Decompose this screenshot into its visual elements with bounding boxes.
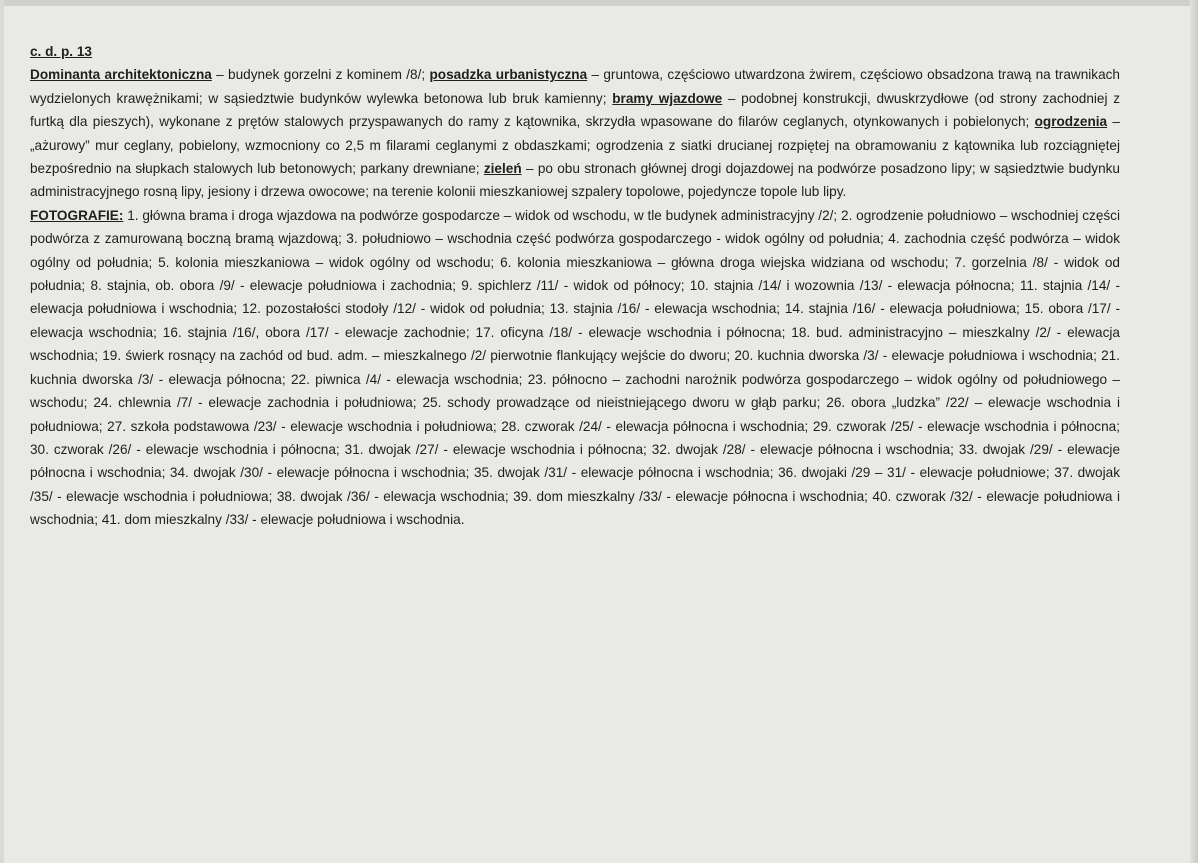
photos-heading: FOTOGRAFIE: [30,207,124,223]
page-reference [30,40,1120,63]
zielen-heading: zieleń [483,161,522,177]
bramy-text: – podobnej konstrukcji, dwuskrzydłowe (od strony zachodniej z furtką dla pieszych), wykonane z prętów stalowych przyspawanych do ramy z kątownika, skrzydła wpasowane do filarów ceglanych, otynkowanych i pobielonych; [30,90,1121,130]
posadzka-text: – gruntowa, częściowo utwardzona żwirem, częściowo obsadzona trawą na trawnikach wydzielonych krawężnikami; w sąsiedztwie budynków wylewka betonowa lub bruk kamienny; [30,67,1120,106]
document-text-block [30,40,1120,532]
zielen-text: – po obu stronach głównej drogi dojazdowej na podwórze posadzono lipy; w sąsiedztwie budynku administracyjnego rosną lipy, jesiony i drzewa owocowe; na terenie kolonii mieszkaniowej szpalery topolowe, pojedyncze topole lub lipy. [30,161,1120,200]
description-paragraph [30,63,1120,203]
bramy-heading: bramy wjazdowe [612,90,723,106]
dominanta-heading: Dominanta architektoniczna [30,67,212,83]
photos-list: 1. główna brama i droga wjazdowa na podwórze gospodarcze – widok od wschodu, w tle budynek administracyjny /2/; 2. ogrodzenie południowo – wschodniej części podwórza z zamurowaną boczną bramą wjazdową; 3. południowo – wschodnia część podwórza gospodarczego - widok ogólny od południa; 4. zachodnia część podwórza – widok ogólny od południa; 5. kolonia mieszkaniowa – widok ogólny od wschodu; 6. kolonia mieszkaniowa – główna droga wiejska widziana od wschodu; 7. gorzelnia /8/ - widok od południa; 8. stajnia, ob. obora /9/ - elewacje południowa i zachodnia; 9. spichlerz /11/ - widok od północy; 10. stajnia /14/ i wozownia /13/ - elewacja północna; 11. stajnia /14/ - elewacja południowa i wschodnia; 12. pozostałości stodoły /12/ - widok od południa; 13. stajnia /16/ - elewacja wschodnia; 14. stajnia /16/ - elewacja południowa; 15. obora /17/ - elewacja wschodnia; 16. stajnia /16/, obora /17/ - elewacje zachodnie; 17. oficyna /18/ - elewacje wschodnia i północna; 18. bud. administracyjno – mieszkalny /2/ - elewacja wschodnia; 19. świerk rosnący na zachód od bud. adm. – mieszkalnego /2/ pierwotnie flankujący wejście do dworu; 20. kuchnia dworska /3/ - elewacje południowa i wschodnia; 21. kuchnia dworska /3/ - elewacja północna; 22. piwnica /4/ - elewacja wschodnia; 23. północno – zachodni narożnik podwórza gospodarczego – widok ogólny od południowego – wschodu; 24. chlewnia /7/ - elewacje zachodnia i południowa; 25. schody prowadzące od nieistniejącego dworu w głąb parku; 26. obora „ludzka” /22/ – elewacje wschodnia i południowa; 27. szkoła podstawowa /23/ - elewacje wschodnia i południowa; 28. czworak /24/ - elewacja północna i wschodnia; 29. czworak /25/ - elewacje wschodnia i północna; 30. czworak /26/ - elewacje wschodnia i północna; 31. dwojak /27/ - elewacje wschodnia i północna; 32. dwojak /28/ - elewacje północna i wschodnia; 33. dwojak /29/ - elewacje północna i wschodnia; 34. dwojak /30/ - elewacje północna i wschodnia; 35. dwojak /31/ - elewacje północna i wschodnia; 36. dwojaki /29 – 31/ - elewacje południowe; 37. dwojak /35/ - elewacje wschodnia i południowa; 38. dwojak /36/ - elewacja wschodnia; 39. dom mieszkalny /33/ - elewacje północna i wschodnia; 40. czworak /32/ - elewacje południowa i wschodnia; 41. dom mieszkalny /33/ - elewacje południowa i wschodnia. [30,207,1120,528]
dominanta-text: – budynek gorzelni z kominem /8/; [211,67,430,83]
ogrodzenia-text: – „ażurowy” mur ceglany, pobielony, wzmocniony co 2,5 m filarami ceglanymi z obdaszkami; ogrodzenia z siatki drucianej rozpiętej na obramowaniu z kątownika lub rozciągniętej bezpośrednio na słupkach stalowych lub betonowych; parkany drewniane; [30,114,1120,177]
scan-edge-right [1190,0,1198,863]
posadzka-heading: posadzka urbanistyczna [429,67,588,83]
scan-edge-top [0,0,1198,6]
ogrodzenia-heading: ogrodzenia [1034,114,1108,130]
scan-edge-left [0,0,4,863]
page-reference-label: c. d. p. 13 [30,44,92,59]
photos-paragraph [30,204,1120,532]
